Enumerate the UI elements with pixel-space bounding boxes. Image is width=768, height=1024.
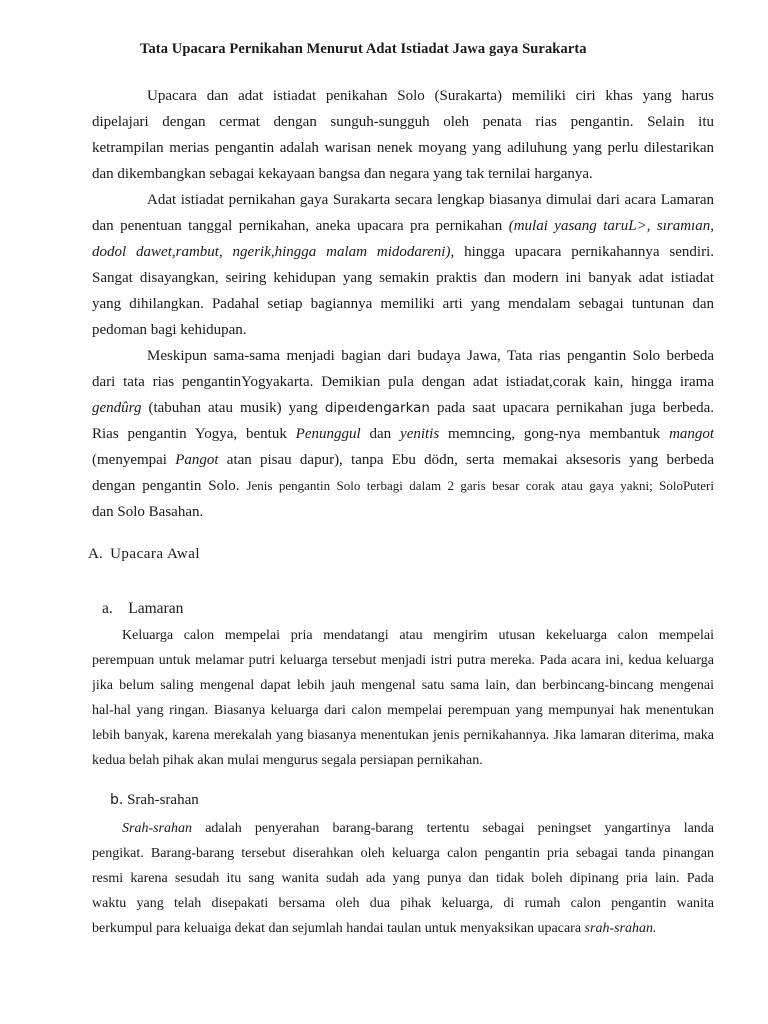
italic-span: mangot bbox=[669, 426, 714, 442]
text-line: Adat istiadat pernikahan gaya Surakarta secara lengkap biasanya dimulai dari acara Lamaran bbox=[147, 192, 714, 208]
text-line: Sangat disayangkan, seiring kehidupan yang semakin praktis dan modern ini banyak adat istiadat bbox=[92, 270, 714, 286]
subsection-title: Lamaran bbox=[128, 600, 184, 617]
text-line: yang dihilangkan. Padahal setiap bagiannya memiliki arti yang mendalam sebagai tuntunan dan bbox=[92, 296, 714, 312]
text-line: dari tata rias pengantinYogyakarta. Demikian pula dengan adat istiadat,corak kain, hingga irama bbox=[92, 374, 714, 390]
italic-span: yenitis bbox=[400, 426, 440, 442]
document-title: Tata Upacara Pernikahan Menurut Adat Istiadat Jawa gaya Surakarta bbox=[140, 41, 587, 57]
subsection-heading-srah-srahan bbox=[110, 792, 199, 809]
text-line: hal-hal yang ringan. Biasanya keluarga dari calon mempelai perempuan yang mempunyai hak menentukan bbox=[92, 703, 714, 718]
text-span: pada saat upacara pernikahan juga berbeda. bbox=[437, 400, 714, 416]
text-line: pedoman bagi kehidupan. bbox=[92, 322, 247, 338]
text-span: Jenis pengantin Solo terbagi dalam 2 garis besar corak atau gaya yakni; SoloPuteri bbox=[246, 478, 714, 493]
intro-paragraph-2 bbox=[92, 187, 714, 343]
text-line: dan dikembangkan sebagai kekayaan bangsa dan negara yang tak ternilai harganya. bbox=[92, 166, 593, 182]
italic-span: Srah-srahan bbox=[122, 821, 193, 836]
text-line bbox=[92, 447, 714, 473]
italic-span: gendûrg bbox=[92, 400, 142, 416]
text-line bbox=[92, 916, 714, 941]
section-title: Upacara Awal bbox=[110, 546, 201, 562]
text-line bbox=[92, 395, 714, 421]
text-span: (tabuhan atau musik) yang bbox=[148, 400, 318, 416]
italic-span: Penunggul bbox=[295, 426, 361, 442]
text-line: pengikat. Barang-barang tersebut diserahkan oleh keluarga calon pengantin pria sebagai tanda pinangan bbox=[92, 846, 714, 861]
text-line: Meskipun sama-sama menjadi bagian dari budaya Jawa, Tata rias pengantin Solo berbeda bbox=[147, 348, 714, 364]
section-heading-a bbox=[88, 546, 200, 563]
italic-span: Pangot bbox=[175, 452, 219, 468]
text-line: perempuan untuk melamar putri keluarga tersebut menjadi istri putra mereka. Pada acara ini, kedua keluarga bbox=[92, 653, 714, 668]
text-span: berkumpul para keluaiga dekat dan sejumlah handai taulan untuk menyaksikan upacara bbox=[92, 921, 582, 936]
subsection-label: b. bbox=[110, 792, 124, 808]
section-label: A. bbox=[88, 546, 103, 562]
subsection-heading-lamaran bbox=[102, 600, 183, 618]
text-span: hingga upacara pernikahannya sendiri. bbox=[464, 244, 714, 260]
intro-paragraph-1 bbox=[92, 83, 714, 187]
text-span: adalah penyerahan barang-barang tertentu sebagai peningset yangartinya landa bbox=[205, 821, 714, 836]
text-line: lebih banyak, karena merekalah yang biasanya menentukan jenis pernikahannya. Jika lamaran diterima, maka bbox=[92, 728, 714, 743]
intro-paragraph-3 bbox=[92, 343, 714, 525]
text-line: dan Solo Basahan. bbox=[92, 504, 204, 520]
text-line: waktu yang telah disepakati bersama oleh dua pihak keluarga, di rumah calon pengantin wanita bbox=[92, 896, 714, 911]
text-line: ketrampilan merias pengantin adalah warisan nenek moyang yang adiluhung yang perlu dilestarikan bbox=[92, 140, 714, 156]
text-line bbox=[92, 816, 714, 841]
italic-span: dodol dawet,rambut, ngerik,hingga malam midodareni), bbox=[92, 244, 455, 260]
text-line bbox=[92, 473, 714, 499]
subsection-title: Srah-srahan bbox=[127, 792, 199, 808]
italic-span: srah-srahan. bbox=[584, 921, 657, 936]
text-line: Keluarga calon mempelai pria mendatangi atau mengirim utusan kekeluarga calon mempelai bbox=[122, 628, 714, 643]
text-line: kedua belah pihak akan mulai mengurus segala persiapan pernikahan. bbox=[92, 753, 483, 768]
text-line: resmi karena sesudah itu sang wanita sudah ada yang punya dan tidak boleh dipinang pria lain. Pada bbox=[92, 871, 714, 886]
text-span: dan bbox=[369, 426, 392, 442]
srah-srahan-paragraph bbox=[92, 816, 714, 941]
italic-span: (mulai yasang taruL>, sıramıan, bbox=[508, 218, 714, 234]
text-line: dipelajari dengan cermat dengan sunguh-sungguh oleh penata rias pengantin. Selain itu bbox=[92, 114, 714, 130]
text-span: dipeıdengarkan bbox=[324, 400, 430, 416]
text-span: dan penentuan tanggal pernikahan, aneka upacara pra pernikahan bbox=[92, 218, 503, 234]
text-span: Rias pengantin Yogya, bentuk bbox=[92, 426, 287, 442]
text-span: atan pisau dapur), tanpa Ebu dödn, serta memakai aksesoris yang berbeda bbox=[226, 452, 714, 468]
text-line: jika belum saling mengenal dapat lebih jauh mengenal satu sama lain, dan berbincang-bincang mengenai bbox=[92, 678, 714, 693]
text-line bbox=[92, 213, 714, 239]
text-line bbox=[92, 239, 714, 265]
text-span: dengan pengantin Solo. bbox=[92, 478, 240, 494]
lamaran-paragraph bbox=[92, 623, 714, 773]
subsection-label: a. bbox=[102, 600, 113, 617]
text-span: memncing, gong-nya membantuk bbox=[448, 426, 661, 442]
text-line bbox=[92, 421, 714, 447]
text-line: Upacara dan adat istiadat penikahan Solo (Surakarta) memiliki ciri khas yang harus bbox=[147, 88, 714, 104]
text-span: (menyempai bbox=[92, 452, 167, 468]
